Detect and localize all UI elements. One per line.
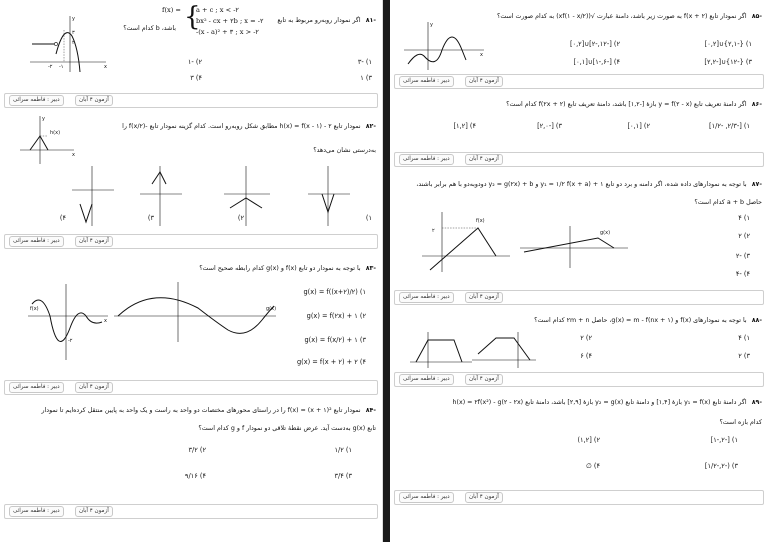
question-81: -۸۱ اگر نمودار روبه‌رو مربوط به تابع باشد، b کدام است؟ f(x) = { a + c ; x < -۲ bx² - cx + ۲b ; x = -۲ -(x - a)² + ۳ ; x > -۲ x y ۳ ۲ -۲ -۱ ۱) -۳ ۲) -۱ ۳) ۱ ۴) ۳ <box>0 6 382 90</box>
q88-f-graph <box>408 330 474 370</box>
exam-tag: آزمون ۴ آبان <box>465 76 503 87</box>
option-3[interactable]: ۳) [-۲,۰] <box>537 122 562 130</box>
q88-g-graph <box>470 330 538 370</box>
teacher-tag: دبیر : فاطمه سرائی <box>9 95 64 106</box>
question-86 <box>390 96 768 146</box>
question-stem: با توجه به نمودارهای داده شده، اگر دامنه و برد دو تابع y₁ = ۱/۲ f(x + a) + ۱ و y₂ = g(۲x) + b دودوبه‌دو با هم برابر باشند، <box>416 181 747 188</box>
q82-option-4-graph <box>70 164 116 228</box>
exam-tag: آزمون ۴ آبان <box>75 95 113 106</box>
option-2[interactable]: ۲) ۲ <box>738 232 750 240</box>
exam-tag: آزمون ۴ آبان <box>465 492 503 503</box>
svg-text:۲: ۲ <box>72 40 75 46</box>
svg-text:f(x): f(x) <box>476 218 485 224</box>
case-2: bx² - cx + ۲b ; x = -۲ <box>196 17 264 25</box>
exam-tag: آزمون ۴ آبان <box>465 154 503 165</box>
teacher-tag: دبیر : فاطمه سرائی <box>9 236 64 247</box>
question-number: -۸۴ <box>365 407 376 414</box>
question-number: -۸۱ <box>365 17 376 24</box>
svg-text:y: y <box>42 116 45 122</box>
question-stem: اگر نمودار تابع f(x + ۲) به صورت زیر باشد، دامنهٔ عبارت √(xf(۱ - x/۲)) به کدام صورت است؟ <box>496 13 747 20</box>
svg-text:x: x <box>104 318 107 324</box>
q85-footer <box>394 74 764 89</box>
option-3[interactable]: ۳) ۱ <box>360 74 372 82</box>
q81-footer <box>4 93 378 108</box>
question-number: -۸۳ <box>365 265 376 272</box>
option-1[interactable]: ۱) [-۲/۳, -۱/۲] <box>709 122 750 130</box>
option-4[interactable]: ۴) ۹/۱۶ <box>184 472 206 480</box>
exam-tag: آزمون ۴ آبان <box>75 506 113 517</box>
option-1[interactable]: ۱) -۳ <box>357 58 372 66</box>
question-87-text <box>416 180 762 189</box>
question-87 <box>390 174 768 286</box>
question-89-text-2: کدام بازه است؟ <box>719 419 762 426</box>
q87-footer <box>394 290 764 305</box>
option-4[interactable]: ۴) ۶ <box>580 352 592 360</box>
q81-graph <box>28 14 108 74</box>
q87-g-graph <box>518 224 630 270</box>
question-stem: اگر دامنهٔ تعریف تابع y = f(۲ - x) بازهٔ [-۱,۲] باشد، دامنهٔ تعریف تابع f(۲x + ۲) کدام است؟ <box>506 101 747 108</box>
question-85-text <box>490 12 762 21</box>
q82-option-3-graph <box>138 164 184 228</box>
exam-tag: آزمون ۴ آبان <box>75 236 113 247</box>
option-4[interactable]: ۴) ∅ <box>586 462 600 470</box>
q84-footer <box>4 504 378 519</box>
teacher-tag: دبیر : فاطمه سرائی <box>399 374 454 385</box>
teacher-tag: دبیر : فاطمه سرائی <box>399 492 454 503</box>
question-stem-cont: باشد، b کدام است؟ <box>123 25 176 32</box>
svg-text:h(x): h(x) <box>50 130 61 136</box>
exam-tag: آزمون ۴ آبان <box>465 374 503 385</box>
option-1[interactable]: ۱) [-۲,-۱] <box>710 436 738 444</box>
teacher-tag: دبیر : فاطمه سرائی <box>399 76 454 87</box>
option-1[interactable]: ۱) ۴ <box>738 334 750 342</box>
teacher-tag: دبیر : فاطمه سرائی <box>9 382 64 393</box>
option-2[interactable]: ۲) [۱,۲) <box>577 436 600 444</box>
option-2[interactable]: ۲) -۱ <box>187 58 202 66</box>
q82-option-1-graph <box>306 164 352 228</box>
option-2[interactable]: ۲) <box>237 214 244 222</box>
q85-graph <box>402 20 486 72</box>
option-2[interactable]: ۲) g(x) = f(۲x) + ۱ <box>306 312 366 320</box>
option-3[interactable]: ۳) ۲ <box>738 352 750 360</box>
q86-footer <box>394 152 764 167</box>
option-1[interactable]: ۱) <box>365 214 372 222</box>
teacher-tag: دبیر : فاطمه سرائی <box>399 292 454 303</box>
svg-text:y: y <box>72 16 75 22</box>
svg-text:y: y <box>430 22 433 28</box>
question-stem: نمودار تابع f(x) = (x + ۱)² را در راستای محورهای مختصات دو واحد به راست و یک واحد به پایین منتقل کرده‌ایم تا نمودار <box>41 407 361 414</box>
question-number: -۸۲ <box>365 123 376 130</box>
question-83 <box>0 258 382 374</box>
svg-text:۲: ۲ <box>432 228 435 234</box>
question-87-text-2: حاصل a + b کدام است؟ <box>694 199 762 206</box>
svg-text:g(x): g(x) <box>266 306 277 312</box>
question-85 <box>390 6 768 70</box>
case-1: a + c ; x < -۲ <box>196 6 239 14</box>
option-3[interactable]: ۳) <box>147 214 154 222</box>
svg-text:g(x): g(x) <box>600 230 611 236</box>
svg-text:-۲: -۲ <box>48 64 53 70</box>
option-1[interactable]: ۱) ۴ <box>738 214 750 222</box>
question-84-text <box>41 406 376 415</box>
option-4[interactable]: ۴) [۱,۲] <box>453 122 476 130</box>
option-4[interactable]: ۴) g(x) = f(x + ۲) + ۲ <box>296 358 366 366</box>
question-81-text-2 <box>123 24 176 33</box>
question-82-text <box>122 122 376 131</box>
question-stem: با توجه به نمودار دو تابع f(x) و g(x) کدام رابطه صحیح است؟ <box>199 265 361 272</box>
option-2[interactable]: ۲) [-۱۲,-۲]∪[۰,۲] <box>569 40 620 48</box>
option-2[interactable]: ۲) ۲ <box>580 334 592 342</box>
question-88-text <box>534 316 762 325</box>
option-4[interactable]: ۴) [-۶,-۱]∪[۰,۱] <box>573 58 620 66</box>
svg-text:-۲: -۲ <box>68 338 73 344</box>
option-3[interactable]: ۳) -۲ <box>735 252 750 260</box>
q88-footer <box>394 372 764 387</box>
question-number: -۸۸ <box>751 317 762 324</box>
left-page <box>0 0 383 542</box>
option-1[interactable]: ۱) g(x) = f((x+۲)/۲) <box>303 288 366 296</box>
option-1[interactable]: ۱) {-۲,۱}∪[۰,۲] <box>704 40 752 48</box>
question-number: -۸۶ <box>751 101 762 108</box>
question-89-text <box>453 398 762 407</box>
option-4[interactable]: ۴) <box>59 214 66 222</box>
question-number: -۸۷ <box>751 181 762 188</box>
question-number: -۸۵ <box>751 13 762 20</box>
svg-text:x: x <box>72 152 75 158</box>
question-stem: اگر نمودار روبه‌رو مربوط به تابع <box>277 17 361 24</box>
question-89 <box>390 394 768 490</box>
option-2[interactable]: ۲) [۰,۱] <box>627 122 650 130</box>
teacher-tag: دبیر : فاطمه سرائی <box>9 506 64 517</box>
question-88 <box>390 312 768 368</box>
svg-text:x: x <box>104 64 107 70</box>
question-84 <box>0 402 382 502</box>
q89-footer <box>394 490 764 505</box>
right-page <box>390 0 768 542</box>
option-3[interactable]: ۳) ۳/۴ <box>334 472 352 480</box>
svg-text:f(x): f(x) <box>30 306 39 312</box>
teacher-tag: دبیر : فاطمه سرائی <box>399 154 454 165</box>
question-number: -۸۹ <box>751 399 762 406</box>
question-stem: اگر دامنهٔ تابع y₁ = f(x) بازهٔ [۱,۴] و دامنهٔ تابع y₂ = g(x) بازهٔ [۲,۹] باشد، دامنهٔ تابع h(x) = ۲f(x²) - g(۲ - ۲x) <box>452 399 747 406</box>
q87-f-graph <box>420 210 512 274</box>
q83-footer <box>4 380 378 395</box>
q83-g-graph <box>112 280 278 344</box>
svg-text:x: x <box>480 52 483 58</box>
option-4[interactable]: ۴) ۳ <box>190 74 202 82</box>
q83-f-graph <box>26 282 110 362</box>
option-1[interactable]: ۱) ۱/۲ <box>334 446 352 454</box>
question-stem: با توجه به نمودارهای f(x) و g(x) = m - f(nx + ۱)، حاصل ۲m + n کدام است؟ <box>534 317 747 324</box>
page-divider <box>382 0 390 542</box>
question-84-text-2: تابع g(x) به‌دست آید. عرض نقطهٔ تلاقی دو نمودار f و g کدام است؟ <box>198 425 376 432</box>
option-4[interactable]: ۴) -۴ <box>735 270 750 278</box>
svg-text:-۱: -۱ <box>59 64 64 70</box>
question-86-text <box>506 100 762 109</box>
question-81-text <box>277 16 376 25</box>
option-3[interactable]: ۳) (-۲,-۱/۲] <box>704 462 738 470</box>
question-82 <box>0 114 382 230</box>
question-82-text-2: به‌درستی نشان می‌دهد؟ <box>313 147 376 154</box>
question-83-text <box>199 264 376 273</box>
exam-tag: آزمون ۴ آبان <box>465 292 503 303</box>
option-3[interactable]: ۳) {-۱۲}∪[-۲,۲] <box>704 58 752 66</box>
option-2[interactable]: ۲) ۳/۲ <box>188 446 206 454</box>
question-stem: نمودار تابع h(x) = f(x - ۱) - ۲ مطابق شکل روبه‌رو است. کدام گزینه نمودار تابع -f(x/۲) را <box>122 123 361 130</box>
q82-footer <box>4 234 378 249</box>
case-3: -(x - a)² + ۳ ; x > -۲ <box>196 28 259 36</box>
q82-option-2-graph <box>222 164 272 228</box>
exam-tag: آزمون ۴ آبان <box>75 382 113 393</box>
svg-text:۳: ۳ <box>72 30 75 36</box>
option-3[interactable]: ۳) g(x) = f(x/۲) + ۱ <box>304 336 366 344</box>
q82-main-graph <box>18 114 78 166</box>
